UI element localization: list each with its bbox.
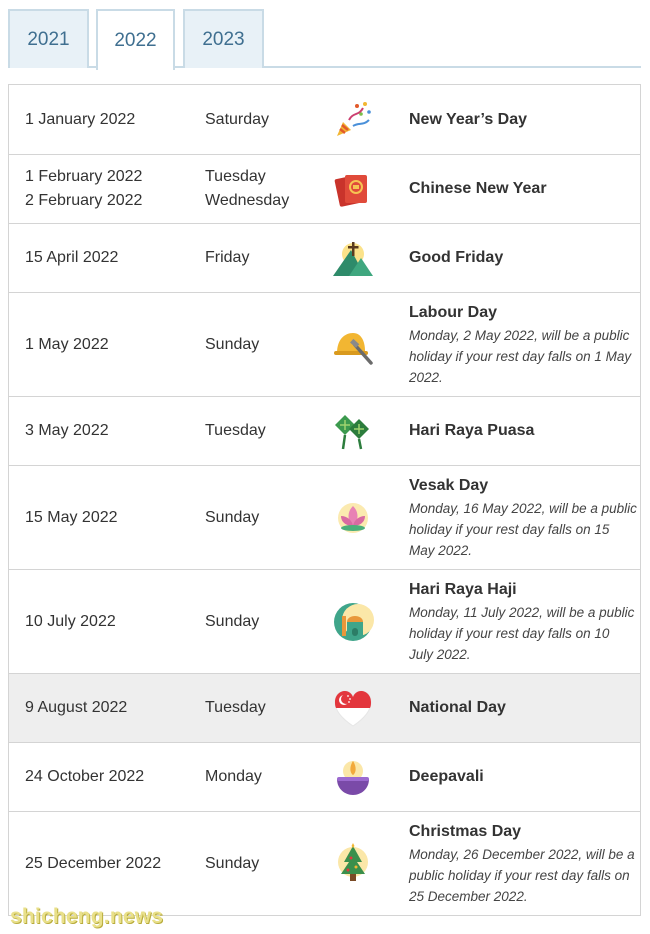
day-text: Friday bbox=[205, 249, 250, 266]
date-cell bbox=[25, 812, 200, 915]
date-text: 15 April 2022 bbox=[25, 249, 119, 266]
date-text: 1 February 2022 bbox=[25, 168, 143, 185]
table-row bbox=[9, 85, 640, 155]
tab-label: 2021 bbox=[27, 28, 70, 50]
holiday-name-cell bbox=[409, 397, 637, 465]
table-row bbox=[9, 224, 640, 293]
day-cell bbox=[205, 743, 325, 811]
date-text: 3 May 2022 bbox=[25, 422, 109, 439]
tab-2023[interactable] bbox=[183, 9, 264, 68]
date-text: 2 February 2022 bbox=[25, 192, 143, 209]
date-cell bbox=[25, 743, 200, 811]
holiday-name: New Year’s Day bbox=[409, 110, 528, 128]
date-cell bbox=[25, 466, 200, 569]
holiday-name-cell bbox=[409, 85, 637, 154]
date-cell bbox=[25, 224, 200, 292]
holiday-note: Monday, 11 July 2022, will be a public holiday if your rest day falls on 10 July 2022. bbox=[409, 604, 635, 662]
date-cell bbox=[25, 570, 200, 673]
holiday-name: Deepavali bbox=[409, 768, 484, 785]
icon-cell bbox=[329, 85, 377, 154]
oil-lamp-icon bbox=[331, 755, 375, 799]
lotus-icon bbox=[331, 496, 375, 540]
table-row bbox=[9, 155, 640, 224]
date-cell bbox=[25, 85, 200, 154]
date-text: 10 July 2022 bbox=[25, 612, 116, 630]
day-cell bbox=[205, 674, 325, 742]
date-text: 1 January 2022 bbox=[25, 110, 136, 128]
holiday-name-cell bbox=[409, 674, 637, 742]
date-text: 24 October 2022 bbox=[25, 768, 145, 785]
holiday-name-cell bbox=[409, 743, 637, 811]
hard-hat-icon bbox=[331, 323, 375, 367]
holiday-name: Good Friday bbox=[409, 249, 504, 266]
holiday-name-cell bbox=[409, 812, 637, 915]
holiday-name: Chinese New Year bbox=[409, 180, 547, 197]
icon-cell bbox=[329, 293, 377, 396]
day-text: Tuesday bbox=[205, 699, 266, 716]
table-row bbox=[9, 466, 640, 570]
red-packet-icon bbox=[331, 167, 375, 211]
date-cell bbox=[25, 674, 200, 742]
holiday-name: Hari Raya Puasa bbox=[409, 422, 535, 439]
icon-cell bbox=[329, 812, 377, 915]
day-cell bbox=[205, 570, 325, 673]
day-text: Tuesday bbox=[205, 168, 266, 185]
date-cell bbox=[25, 155, 200, 223]
day-text: Sunday bbox=[205, 854, 260, 872]
icon-cell bbox=[329, 155, 377, 223]
day-cell bbox=[205, 85, 325, 154]
day-text: Tuesday bbox=[205, 422, 266, 439]
holiday-note: Monday, 2 May 2022, will be a public holiday if your rest day falls on 1 May 2022. bbox=[409, 327, 632, 385]
day-text: Monday bbox=[205, 768, 262, 785]
holiday-name: Christmas Day bbox=[409, 822, 522, 840]
holiday-note: Monday, 16 May 2022, will be a public holiday if your rest day falls on 15 May 2022. bbox=[409, 500, 637, 558]
table-row bbox=[9, 293, 640, 397]
day-text: Sunday bbox=[205, 612, 260, 630]
day-cell bbox=[205, 466, 325, 569]
holiday-name: National Day bbox=[409, 699, 506, 716]
date-text: 9 August 2022 bbox=[25, 699, 128, 716]
cross-hill-icon bbox=[331, 236, 375, 280]
watermark: shicheng.news bbox=[10, 905, 164, 928]
singapore-flag-icon bbox=[331, 686, 375, 730]
day-cell bbox=[205, 812, 325, 915]
tab-label: 2023 bbox=[202, 28, 245, 50]
icon-cell bbox=[329, 743, 377, 811]
day-cell bbox=[205, 397, 325, 465]
date-cell bbox=[25, 397, 200, 465]
icon-cell bbox=[329, 224, 377, 292]
holiday-name-cell bbox=[409, 293, 637, 396]
holiday-name: Hari Raya Haji bbox=[409, 580, 517, 598]
holiday-table bbox=[8, 84, 641, 916]
holiday-name-cell bbox=[409, 570, 637, 673]
table-row bbox=[9, 674, 640, 743]
day-cell bbox=[205, 155, 325, 223]
date-cell bbox=[25, 293, 200, 396]
table-row bbox=[9, 743, 640, 812]
tab-2021[interactable] bbox=[8, 9, 89, 68]
table-row bbox=[9, 570, 640, 674]
holiday-name-cell bbox=[409, 224, 637, 292]
icon-cell bbox=[329, 397, 377, 465]
year-tabs bbox=[8, 8, 641, 68]
christmas-tree-icon bbox=[331, 842, 375, 886]
mosque-crescent-icon bbox=[331, 600, 375, 644]
icon-cell bbox=[329, 674, 377, 742]
table-row bbox=[9, 812, 640, 916]
day-text: Saturday bbox=[205, 110, 270, 128]
day-cell bbox=[205, 224, 325, 292]
day-text: Sunday bbox=[205, 335, 260, 353]
holiday-name-cell bbox=[409, 466, 637, 569]
day-cell bbox=[205, 293, 325, 396]
tab-2022[interactable] bbox=[96, 9, 175, 70]
table-row bbox=[9, 397, 640, 466]
date-text: 25 December 2022 bbox=[25, 854, 162, 872]
icon-cell bbox=[329, 466, 377, 569]
ketupat-icon bbox=[331, 409, 375, 453]
date-text: 15 May 2022 bbox=[25, 508, 118, 526]
holiday-note: Monday, 26 December 2022, will be a public holiday if your rest day falls on 25 December 2022. bbox=[409, 846, 635, 904]
tab-label: 2022 bbox=[114, 29, 157, 51]
party-popper-icon bbox=[331, 98, 375, 142]
icon-cell bbox=[329, 570, 377, 673]
holiday-name: Labour Day bbox=[409, 303, 498, 321]
holiday-name: Vesak Day bbox=[409, 476, 489, 494]
day-text: Sunday bbox=[205, 508, 260, 526]
holiday-name-cell bbox=[409, 155, 637, 223]
day-text: Wednesday bbox=[205, 192, 290, 209]
date-text: 1 May 2022 bbox=[25, 335, 109, 353]
